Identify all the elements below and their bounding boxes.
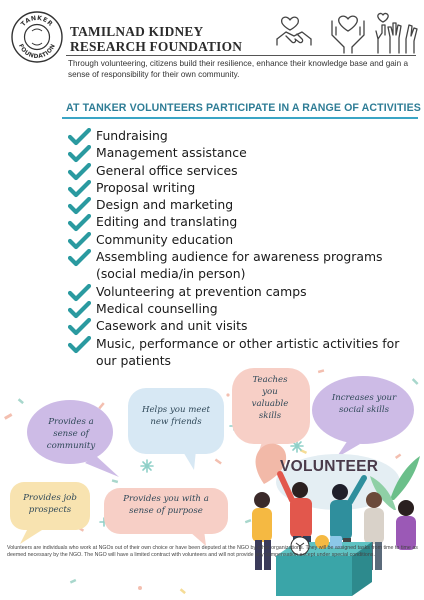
organization-name <box>70 24 242 54</box>
list-item <box>68 300 418 317</box>
bubble-text-friends: Helps you meet new friends <box>141 405 211 427</box>
list-item <box>68 162 418 179</box>
header-divider <box>66 55 416 56</box>
activity-label: Assembling audience for awareness programs (social media/in person) <box>96 249 383 282</box>
activity-label: Editing and translating <box>96 214 238 230</box>
bubble-text-job: Provides job prospects <box>23 493 77 515</box>
check-icon <box>68 145 91 163</box>
activity-label: Music, performance or other artistic activities for our patients <box>96 335 400 368</box>
logo-text-bottom: FOUNDATION <box>17 43 58 61</box>
list-item <box>68 213 418 230</box>
header-icons <box>276 9 420 55</box>
volunteer-label: VOLUNTEER <box>280 458 379 475</box>
check-icon <box>68 214 91 232</box>
activity-label: Fundraising <box>96 128 168 143</box>
logo-text-top: TANKER <box>19 14 55 29</box>
raised-hands-icon <box>376 14 417 53</box>
check-icon <box>68 318 91 336</box>
activity-label: Proposal writing <box>96 179 196 195</box>
bubble-text-social: Increases your social skills <box>331 393 397 415</box>
section-title: AT TANKER VOLUNTEERS PARTICIPATE IN A RANGE OF ACTIVITIES <box>66 102 421 114</box>
org-name-line1: TAMILNAD KIDNEY <box>70 24 204 39</box>
check-icon <box>68 284 91 302</box>
tagline: Through volunteering, citizens build their resilience, enhance their knowledge base and gain a sense of responsibility for their own community. <box>68 59 408 79</box>
list-item <box>68 231 418 248</box>
check-icon <box>68 180 91 198</box>
activities-list <box>68 127 418 369</box>
check-icon <box>68 163 91 181</box>
activity-label: Volunteering at prevention camps <box>96 283 307 299</box>
bubble-friends <box>128 388 224 470</box>
activity-label: General office services <box>96 162 238 178</box>
activity-label: Community education <box>96 231 234 247</box>
list-item <box>68 283 418 300</box>
list-item <box>68 144 418 161</box>
list-item <box>68 317 418 334</box>
hands-heart-icon <box>332 16 364 53</box>
bubble-text-purpose: Provides you with a sense of purpose <box>123 494 209 516</box>
footnote: Volunteers are individuals who work at NGOs out of their own choice or have been deputed at the NGO by other organizations. They will be assigned tasks from time to time as deemed necessary by the NGO. The NGO will have a limited contract with volunteers and will not provide any compensation except under special conditions. <box>7 545 418 559</box>
svg-text:TANKER <box>20 15 54 28</box>
list-item <box>68 127 418 144</box>
check-icon <box>68 336 91 354</box>
bubble-social <box>312 376 414 458</box>
check-icon <box>68 128 91 146</box>
list-item <box>68 179 418 196</box>
list-item <box>68 248 418 283</box>
check-icon <box>68 301 91 319</box>
bubble-text-community: Provides a sense of community <box>46 417 96 451</box>
check-icon <box>68 249 91 267</box>
check-icon <box>68 232 91 250</box>
bubble-text-skills: Teaches you valuable skills <box>251 375 289 421</box>
tanker-foundation-logo <box>11 11 63 63</box>
activity-label: Medical counselling <box>96 300 218 316</box>
activity-label: Management assistance <box>96 145 247 161</box>
check-icon <box>68 197 91 215</box>
section-divider <box>62 117 418 119</box>
handshake-heart-icon <box>277 17 311 45</box>
org-name-line2: RESEARCH FOUNDATION <box>70 39 243 54</box>
header <box>0 0 424 60</box>
list-item <box>68 196 418 213</box>
activity-label: Casework and unit visits <box>96 318 248 334</box>
activity-label: Design and marketing <box>96 197 234 213</box>
